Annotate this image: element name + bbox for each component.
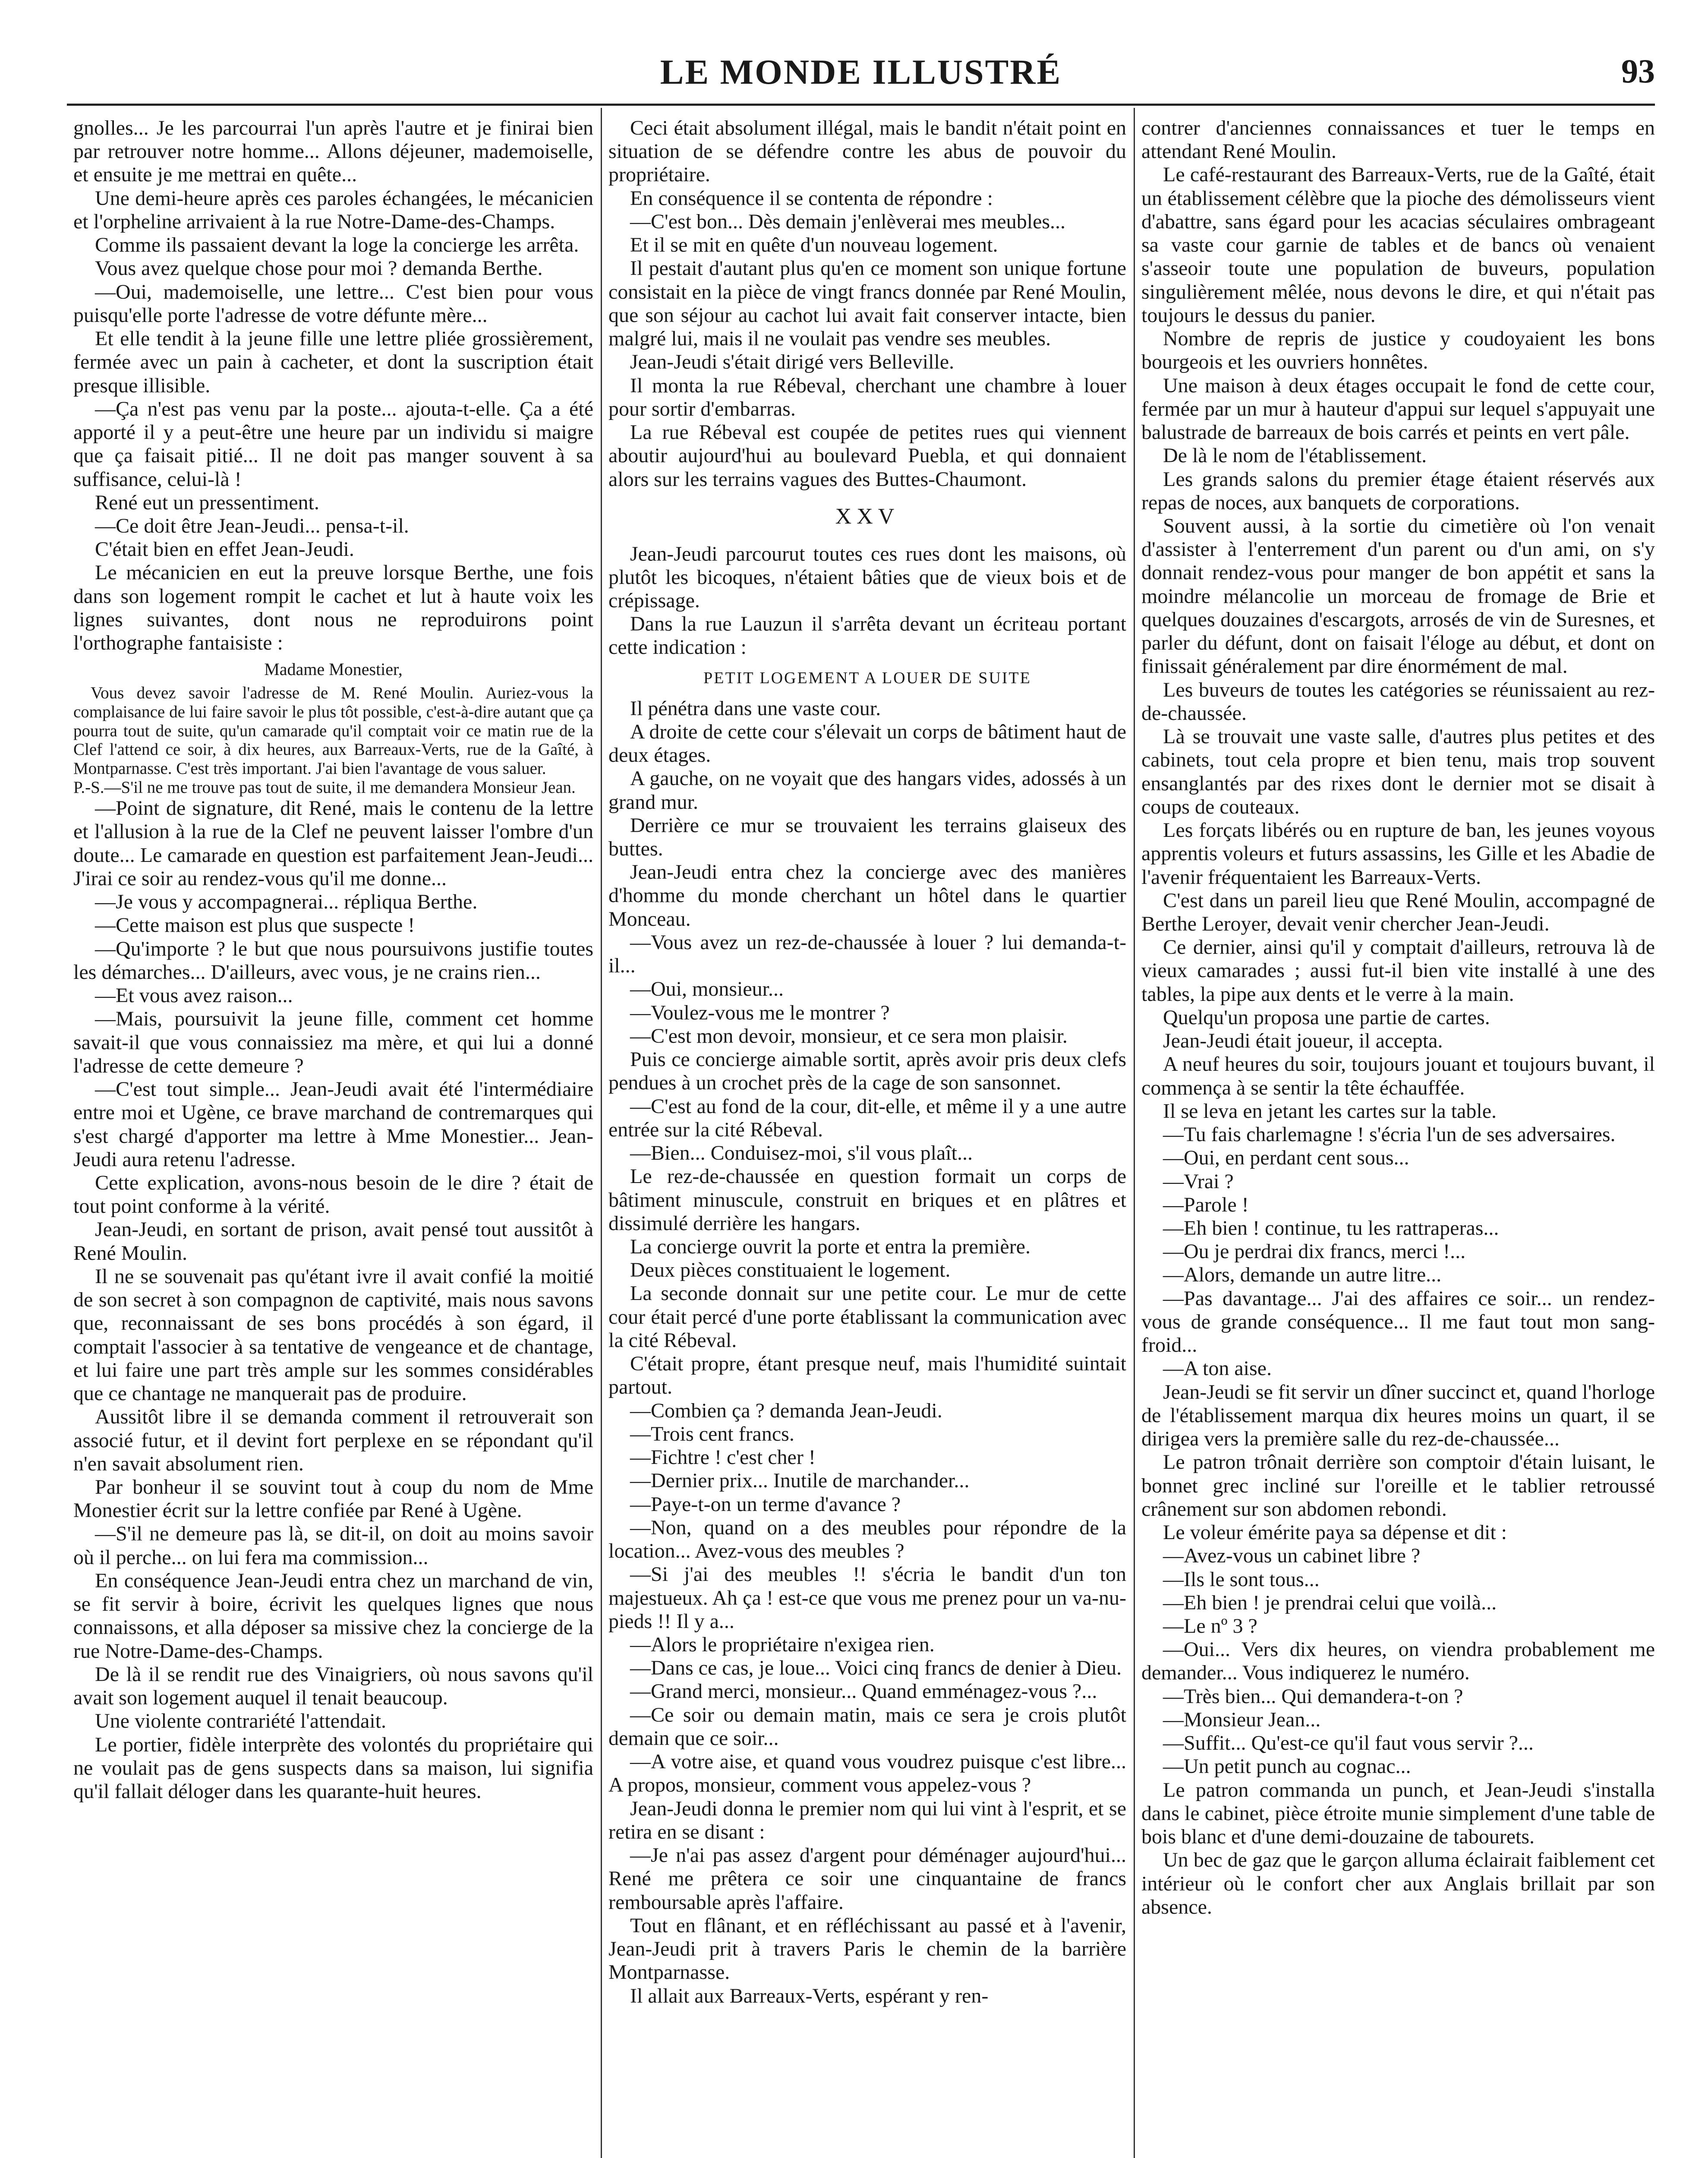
paragraph: —A ton aise. (1163, 1357, 1272, 1380)
paragraph: Il pestait d'autant plus qu'en ce moment son unique fortune consistait en la pièce de vingt francs donnée par René Moulin, que son séjour au cachot lui avait fait conserver intacte, bien malgré lui, mais il ne voulait pas vendre ses meubles. (608, 257, 1126, 350)
paragraph: La seconde donnait sur une petite cour. Le mur de cette cour était percé d'une porte établissant la communication avec la cité Rébeval. (608, 1282, 1126, 1352)
paragraph: —Paye-t-on un terme d'avance ? (630, 1492, 901, 1516)
column-divider (601, 108, 602, 2158)
paragraph: —Je n'ai pas assez d'argent pour déménager aujourd'hui... René me prêtera ce soir une cinquantaine de francs remboursable après l'affaire. (608, 1844, 1126, 1914)
paragraph: Il ne se souvenait pas qu'étant ivre il avait confié la moitié de son secret à son compagnon de captivité, mais nous savons que, reconnaissant de ses bons procédés à son égard, il comptait l'associer à sa tentative de vengeance et de chantage, et lui faire une part très ample sur les sommes considérables que ce chantage ne manquerait pas de produire. (73, 1265, 593, 1405)
paragraph: Vous avez quelque chose pour moi ? demanda Berthe. (95, 257, 543, 280)
paragraph: Le patron commanda un punch, et Jean-Jeudi s'installa dans le cabinet, pièce étroite munie simplement d'une table de bois blanc et d'une demi-douzaine de tabourets. (1141, 1778, 1655, 1849)
paragraph: —Oui, en perdant cent sous... (1163, 1146, 1409, 1170)
paragraph: Quelqu'un proposa une partie de cartes. (1163, 1006, 1490, 1029)
paragraph: —Alors, demande un autre litre... (1163, 1263, 1442, 1287)
paragraph: —Cette maison est plus que suspecte ! (95, 914, 415, 937)
paragraph: —Ce soir ou demain matin, mais ce sera je crois plutôt demain que ce soir... (608, 1703, 1126, 1750)
paragraph: René eut un pressentiment. (95, 491, 319, 514)
paragraph: —A votre aise, et quand vous voudrez puisque c'est libre... A propos, monsieur, comment vous appelez-vous ? (608, 1750, 1126, 1797)
paragraph: —Alors le propriétaire n'exigea rien. (630, 1633, 935, 1656)
chapter-heading: XXV (835, 504, 900, 529)
paragraph: —Parole ! (1163, 1193, 1249, 1216)
paragraph: Là se trouvait une vaste salle, d'autres plus petites et des cabinets, tout cela propre et bien tenu, mais trop souvent ensanglantés par des rixes dont le dernier mot se disait à coups de couteaux. (1141, 725, 1655, 818)
paragraph: Il pénétra dans une vaste cour. (630, 697, 881, 720)
paragraph: Souvent aussi, à la sortie du cimetière où l'on venait d'assister à l'enterrement d'un parent ou d'un ami, on s'y donnait rendez-vous pour manger de bon appétit et sans la moindre mélancolie un morceau de fromage de Brie et quelques douzaines d'escargots, arrosés de vin de Suresnes, et parler du défunt, dont on faisait l'éloge au début, et dont on finissait généralement par dire énormément de mal. (1141, 514, 1655, 678)
paragraph: —Mais, poursuivit la jeune fille, comment cet homme savait-il que vous connaissiez ma mère, et qui lui a donné l'adresse de cette demeure ? (73, 1007, 593, 1077)
paragraph: A gauche, on ne voyait que des hangars vides, adossés à un grand mur. (608, 767, 1126, 814)
paragraph: Une violente contrariété l'attendait. (95, 1710, 387, 1733)
column-1 (73, 117, 593, 2158)
newspaper-title: LE MONDE ILLUSTRÉ (660, 52, 1062, 91)
paragraph: —Ou je perdrai dix francs, merci !... (1163, 1240, 1466, 1263)
paragraph: Aussitôt libre il se demanda comment il retrouverait son associé futur, et il devint fort perplexe en se répondant qu'il n'en savait absolument rien. (73, 1405, 593, 1475)
paragraph: Et il se mit en quête d'un nouveau logement. (630, 233, 998, 257)
paragraph: —Point de signature, dit René, mais le contenu de la lettre et l'allusion à la rue de la Clef ne peuvent laisser l'ombre d'un doute... Le camarade en question est parfaitement Jean-Jeudi... J'irai ce soir au rendez-vous qu'il me donne... (73, 797, 593, 890)
paragraph: Il monta la rue Rébeval, cherchant une chambre à louer pour sortir d'embarras. (608, 374, 1126, 420)
paragraph: Jean-Jeudi entra chez la concierge avec des manières d'homme du monde cherchant un hôtel dans le quartier Monceau. (608, 861, 1126, 931)
column-divider (1134, 108, 1135, 2158)
paragraph: A droite de cette cour s'élevait un corps de bâtiment haut de deux étages. (608, 720, 1126, 767)
column-2-text-b (608, 543, 1126, 659)
paragraph: Le café-restaurant des Barreaux-Verts, rue de la Gaîté, était un établissement célèbre que la pioche des démolisseurs vient d'abattre, sans égard pour les acacias séculaires ombrageant sa vaste cour garnie de tables et de bancs où venaient s'asseoir toute une population de buveurs, population singulièrement mêlée, nous devons le dire, et qui n'était pas toujours le dessus du panier. (1141, 163, 1655, 327)
column-2-text (608, 117, 1126, 491)
column-2 (608, 117, 1126, 2158)
paragraph: Jean-Jeudi parcourut toutes ces rues dont les maisons, où plutôt les bicoques, n'étaient bâties que de vieux bois et de crépissage. (608, 542, 1126, 612)
paragraph: —C'est tout simple... Jean-Jeudi avait été l'intermédiaire entre moi et Ugène, ce brave marchand de contremarques qui s'est chargé d'apporter ma lettre à Mme Monestier... Jean-Jeudi aura retenu l'adresse. (73, 1078, 593, 1171)
paragraph: —Oui... Vers dix heures, on viendra probablement me demander... Vous indiquerez le numéro. (1141, 1638, 1655, 1685)
letter-salutation: Madame Monestier, (264, 659, 403, 679)
paragraph: Le portier, fidèle interprète des volontés du propriétaire qui ne voulait pas de gens suspects dans sa maison, lui signifia qu'il fallait déloger dans les quarante-huit heures. (73, 1733, 593, 1803)
paragraph: Le patron trônait derrière son comptoir d'étain luisant, le bonnet grec incliné sur l'oreille et le tablier retroussé crânement sur son abdomen rebondi. (1141, 1451, 1655, 1521)
paragraph: La concierge ouvrit la porte et entra la première. (630, 1235, 1030, 1258)
column-3-text (1141, 117, 1655, 1919)
paragraph: Dans la rue Lauzun il s'arrêta devant un écriteau portant cette indication : (608, 612, 1126, 659)
paragraph: —C'est mon devoir, monsieur, et ce sera mon plaisir. (630, 1024, 1068, 1047)
paragraph: —Ce doit être Jean-Jeudi... pensa-t-il. (95, 514, 409, 537)
paragraph: Derrière ce mur se trouvaient les terrains glaiseux des buttes. (608, 814, 1126, 861)
paragraph: —Vrai ? (1163, 1170, 1234, 1193)
paragraph: Une maison à deux étages occupait le fond de cette cour, fermée par un mur à hauteur d'appui sur lequel s'appuyait une balustrade de barreaux de bois carrés et peints en vert pâle. (1141, 374, 1655, 444)
header-rule (67, 104, 1655, 106)
paragraph: Puis ce concierge aimable sortit, après avoir pris deux clefs pendues à un crochet près de la cage de son sansonnet. (608, 1048, 1126, 1095)
paragraph: —Suffit... Qu'est-ce qu'il faut vous servir ?... (1163, 1732, 1534, 1755)
letter-postscript: P.-S.—S'il ne me trouve pas tout de suite, il me demandera Monsieur Jean. (73, 778, 576, 797)
paragraph: —Monsieur Jean... (1163, 1708, 1321, 1731)
paragraph: —Bien... Conduisez-moi, s'il vous plaît... (630, 1142, 973, 1165)
paragraph: Par bonheur il se souvint tout à coup du nom de Mme Monestier écrit sur la lettre confiée par René à Ugène. (73, 1476, 593, 1522)
paragraph: Jean-Jeudi était joueur, il accepta. (1163, 1029, 1443, 1053)
paragraph: C'est dans un pareil lieu que René Moulin, accompagné de Berthe Leroyer, devait venir chercher Jean-Jeudi. (1141, 889, 1655, 935)
paragraph: —C'est au fond de la cour, dit-elle, et même il y a une autre entrée sur la cité Rébeval. (608, 1095, 1126, 1141)
paragraph: Cette explication, avons-nous besoin de le dire ? était de tout point conforme à la vérité. (73, 1171, 593, 1218)
paragraph: —Qu'importe ? le but que nous poursuivons justifie toutes les démarches... D'ailleurs, avec vous, je ne crains rien... (73, 937, 593, 984)
paragraph: Jean-Jeudi s'était dirigé vers Belleville. (630, 350, 955, 374)
paragraph: Un bec de gaz que le garçon alluma éclairait faiblement cet intérieur où le confort cher aux Anglais brillait par son absence. (1141, 1849, 1655, 1918)
paragraph: Le rez-de-chaussée en question formait un corps de bâtiment minuscule, construit en briques et en plâtres et dissimulé derrière les hangars. (608, 1165, 1126, 1235)
paragraph: Tout en flânant, et en réfléchissant au passé et à l'avenir, Jean-Jeudi prit à travers Paris le chemin de la barrière Montparnasse. (608, 1914, 1126, 1984)
paragraph: —Voulez-vous me le montrer ? (630, 1001, 890, 1024)
paragraph: Ce dernier, ainsi qu'il y comptait d'ailleurs, retrouva là de vieux camarades ; aussi fut-il bien vite installé à une des tables, la pipe aux dents et le verre à la main. (1141, 936, 1655, 1006)
paragraph: Il allait aux Barreaux-Verts, espérant y ren- (630, 1984, 989, 2007)
letter-body: Vous devez savoir l'adresse de M. René Moulin. Auriez-vous la complaisance de lui faire savoir le plus tôt possible, c'est-à-dire autant que ça pourra tout de suite, qu'un camarade qu'il comptait voir ce matin rue de la Clef l'attend ce soir, à dix heures, aux Barreaux-Verts, rue de la Gaîté, à Montparnasse. C'est très important. J'ai bien l'avantage de vous saluer. (73, 684, 593, 778)
paragraph: gnolles... Je les parcourrai l'un après l'autre et je finirai bien par retrouver notre homme... Allons déjeuner, mademoiselle, et ensuite je me mettrai en quête... (73, 117, 593, 186)
paragraph: —Eh bien ! continue, tu les rattraperas... (1163, 1217, 1499, 1240)
rental-sign: PETIT LOGEMENT A LOUER DE SUITE (703, 669, 1031, 687)
paragraph: —Grand merci, monsieur... Quand emménagez-vous ?... (630, 1680, 1097, 1703)
paragraph: —Vous avez un rez-de-chaussée à louer ? lui demanda-t-il... (608, 931, 1126, 978)
paragraph: Jean-Jeudi donna le premier nom qui lui vint à l'esprit, et se retira en se disant : (608, 1797, 1126, 1843)
paragraph: C'était propre, étant presque neuf, mais l'humidité suintait partout. (608, 1352, 1126, 1399)
paragraph: Et elle tendit à la jeune fille une lettre pliée grossièrement, fermée avec un pain à cacheter, et dont la suscription était presque illisible. (73, 327, 593, 397)
paragraph: —Tu fais charlemagne ! s'écria l'un de ses adversaires. (1163, 1123, 1616, 1146)
paragraph: Nombre de repris de justice y coudoyaient les bons bourgeois et les ouvriers honnêtes. (1141, 327, 1655, 374)
paragraph: —Oui, mademoiselle, une lettre... C'est bien pour vous puisqu'elle porte l'adresse de votre défunte mère... (73, 280, 593, 327)
paragraph: —Eh bien ! je prendrai celui que voilà... (1163, 1591, 1497, 1614)
paragraph: —Un petit punch au cognac... (1163, 1755, 1411, 1778)
paragraph: —Trois cent francs. (630, 1422, 794, 1445)
paragraph: Une demi-heure après ces paroles échangées, le mécanicien et l'orpheline arrivaient à la rue Notre-Dame-des-Champs. (73, 186, 593, 233)
paragraph: —Si j'ai des meubles !! s'écria le bandit d'un ton majestueux. Ah ça ! est-ce que vous me prenez pour un va-nu-pieds !! Il y a... (608, 1563, 1126, 1633)
masthead (67, 52, 1655, 99)
paragraph: —Fichtre ! c'est cher ! (630, 1446, 816, 1469)
paragraph: —Je vous y accompagnerai... répliqua Berthe. (95, 890, 478, 914)
paragraph: Jean-Jeudi se fit servir un dîner succinct et, quand l'horloge de l'établissement marqua dix heures moins un quart, il se dirigea vers la première salle du rez-de-chaussée... (1141, 1380, 1655, 1451)
paragraph: —Dernier prix... Inutile de marchander... (630, 1469, 970, 1492)
paragraph: Les buveurs de toutes les catégories se réunissaient au rez-de-chaussée. (1141, 678, 1655, 725)
paragraph: —Dans ce cas, je loue... Voici cinq francs de denier à Dieu. (630, 1656, 1122, 1680)
paragraph: Il se leva en jetant les cartes sur la table. (1163, 1099, 1497, 1123)
column-1-text-continued (73, 797, 593, 1803)
paragraph: —Combien ça ? demanda Jean-Jeudi. (630, 1399, 942, 1422)
paragraph: —Ça n'est pas venu par la poste... ajouta-t-elle. Ça a été apporté il y a peut-être une heure par un individu si maigre que ça faisait pitié... Il ne doit pas manger souvent à sa suffisance, celui-là ! (73, 397, 593, 491)
paragraph: Le mécanicien en eut la preuve lorsque Berthe, une fois dans son logement rompit le cachet et lut à haute voix les lignes suivantes, dont nous ne reproduirons point l'orthographe fantaisiste : (73, 561, 593, 655)
paragraph: Les forçats libérés ou en rupture de ban, les jeunes voyous apprentis voleurs et futurs assassins, les Gille et les Abadie de l'avenir fréquentaient les Barreaux-Verts. (1141, 819, 1655, 889)
paragraph: En conséquence il se contenta de répondre : (630, 186, 993, 210)
paragraph: A neuf heures du soir, toujours jouant et toujours buvant, il commença à se sentir la tête échauffée. (1141, 1053, 1655, 1099)
paragraph: De là le nom de l'établissement. (1163, 444, 1427, 467)
paragraph: Ceci était absolument illégal, mais le bandit n'était point en situation de se défendre contre les abus de pouvoir du propriétaire. (608, 117, 1126, 186)
paragraph: contrer d'anciennes connaissances et tuer le temps en attendant René Moulin. (1141, 117, 1655, 163)
paragraph: —Pas davantage... J'ai des affaires ce soir... un rendez-vous de grande conséquence... Il me faut tout mon sang-froid... (1141, 1287, 1655, 1357)
paragraph: La rue Rébeval est coupée de petites rues qui viennent aboutir aujourd'hui au boulevard Puebla, et qui donnaient alors sur les terrains vagues des Buttes-Chaumont. (608, 421, 1126, 491)
paragraph: De là il se rendit rue des Vinaigriers, où nous savons qu'il avait son logement auquel il tenait beaucoup. (73, 1663, 593, 1710)
paragraph: —C'est bon... Dès demain j'enlèverai mes meubles... (630, 210, 1066, 233)
paragraph: —Avez-vous un cabinet libre ? (1163, 1544, 1421, 1568)
paragraph: —S'il ne demeure pas là, se dit-il, on doit au moins savoir où il perche... on lui fera ma commission... (73, 1522, 593, 1569)
paragraph: —Très bien... Qui demandera-t-on ? (1163, 1685, 1463, 1708)
column-2-text-c (608, 697, 1126, 2008)
paragraph: En conséquence Jean-Jeudi entra chez un marchand de vin, se fit servir à boire, écrivit les quelques lignes que nous connaissons, et alla déposer sa missive chez la concierge de la rue Notre-Dame-des-Champs. (73, 1569, 593, 1663)
quoted-letter (73, 660, 593, 797)
paragraph: Le voleur émérite paya sa dépense et dit : (1163, 1521, 1507, 1544)
paragraph: —Oui, monsieur... (630, 978, 784, 1001)
paragraph: —Le nº 3 ? (1163, 1615, 1257, 1637)
page-number: 93 (1621, 52, 1655, 90)
paragraph: Deux pièces constituaient le logement. (630, 1259, 951, 1282)
paragraph: Jean-Jeudi, en sortant de prison, avait pensé tout aussitôt à René Moulin. (73, 1218, 593, 1265)
column-1-text (73, 117, 593, 655)
paragraph: Comme ils passaient devant la loge la concierge les arrêta. (95, 233, 579, 257)
paragraph: —Non, quand on a des meubles pour répondre de la location... Avez-vous des meubles ? (608, 1516, 1126, 1563)
paragraph: C'était bien en effet Jean-Jeudi. (95, 538, 354, 561)
paragraph: —Et vous avez raison... (95, 984, 293, 1007)
paragraph: —Ils le sont tous... (1163, 1568, 1320, 1591)
paragraph: Les grands salons du premier étage étaient réservés aux repas de noces, aux banquets de corporations. (1141, 467, 1655, 514)
column-3 (1141, 117, 1655, 2158)
